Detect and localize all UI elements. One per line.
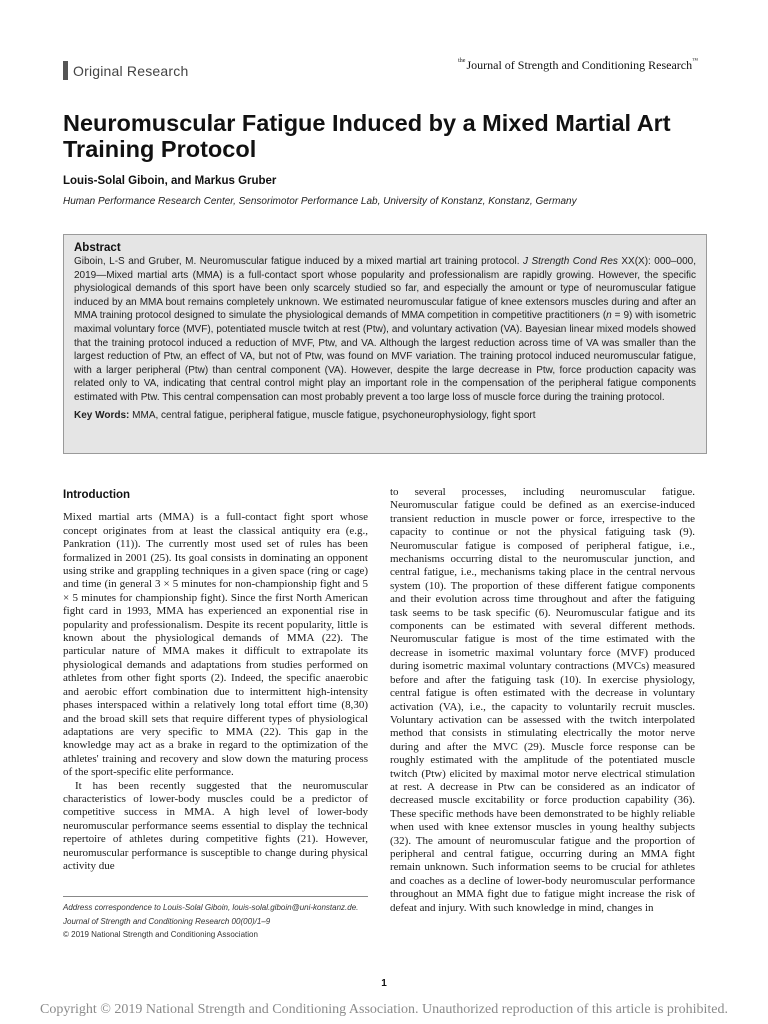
- abstract-body-1: Mixed martial arts (MMA) is a full-contact sport whose popularity and professionalism are rapidly growing. However, the specific physiological demands of this sport have been only scarcely studied so far, and especially the amount or type of neuromuscular fatigue induced by an MMA bout remains completely unknown. We estimated neuromuscular fatigue of knee extensors muscles during and after an MMA training protocol designed to simulate the physiological demands of MMA competition in competitive practitioners (: [74, 269, 696, 322]
- page-number: 1: [381, 978, 387, 989]
- abstract-box: [63, 234, 707, 454]
- article-affiliation: Human Performance Research Center, Sensorimotor Performance Lab, University of Konstanz, Konstanz, Germany: [63, 196, 577, 207]
- keywords-label: Key Words:: [74, 409, 130, 421]
- journal-logo-tm: ™: [692, 58, 698, 64]
- journal-logo-name: Journal of Strength and Conditioning Research: [466, 58, 693, 72]
- keywords-list: MMA, central fatigue, peripheral fatigue, muscle fatigue, psychoneurophysiology, fight sport: [129, 409, 536, 421]
- intro-paragraph-continued: to several processes, including neuromuscular fatigue. Neuromuscular fatigue could be defined as an exercise-induced transient reduction in muscle power or force, irrespective to the capacity to continue or not the physical fatiguing task (9). Neuromuscular fatigue is composed of peripheral fatigue, i.e., mechanisms occurring distal to the neuromuscular junction, and central fatigue, i.e., mechanisms taking place in the central nervous system (10). The proportion of these different fatigue components and their evolution across time throughout and after the fatiguing task seems to be task specific (6). Neuromuscular fatigue and its components can be estimated with several different methods. Neuromuscular fatigue is most of the time estimated with the decrease in isometric maximal voluntary force (MVF) produced during isometric maximal voluntary contractions (MVCs) measured before and after the fatiguing task (10). In exercise physiology, central fatigue is often estimated with the decrease in voluntary activation (VA), i.e., the capacity to voluntarily recruit muscles. Voluntary activation can be assessed with the twitch interpolated method that consists in stimulating electrically the motor nerve during and after the MVC (29). Muscle force response can be roughly estimated with the amplitude of the potentiated muscle twitch (Ptw) elicited by maximal motor nerve electrical stimulation at rest. A decrease in Ptw can be considered as an indicator of decreased muscle excitability or force production capability (36). These specific methods have been demonstrated to be highly reliable when used with knee extensor muscles in young healthy subjects (32). The amount of neuromuscular fatigue and the proportion of peripheral and central fatigue, occurring during an MMA fight remain unknown. Such information seems to be crucial for athletes and coaches as a decline of lower-body neuromuscular performance throughout an MMA fight due to fatigue might increase the risk of defeat and injury. With such knowledge in mind, changes in: [390, 486, 695, 914]
- journal-logo-the: the: [458, 58, 466, 64]
- abstract-citation-pre: Giboin, L-S and Gruber, M. Neuromuscular fatigue induced by a mixed martial art training protocol.: [74, 256, 523, 267]
- section-label-text: Original Research: [73, 62, 189, 79]
- journal-logo: [458, 58, 698, 73]
- section-label: [63, 61, 188, 80]
- association-copyright: © 2019 National Strength and Conditioning Association: [63, 930, 258, 939]
- abstract-body-2: = 9) with isometric maximal voluntary force (MVF), potentiated muscle twitch at rest (Ptw), and voluntary activation (VA). Bayesian linear mixed models showed that the training protocol induced a reduction of MVF, Ptw, and VA. Although the largest reduction across time of VA was smaller than the largest reduction of Ptw, an effect of VA, but not of Ptw, was found on MVF variation. The training protocol induced neuromuscular fatigue, with a larger peripheral (Ptw) than central component (VA). However, despite the large decrease in Ptw, force production capacity was related only to VA, indicating that central control might play an important role in the compensation of the peripheral fatigue components estimated with Ptw. This central compensation can most probably prevent a too large loss of muscle force during the training protocol.: [74, 310, 697, 403]
- intro-paragraph-1: Mixed martial arts (MMA) is a full-contact fight sport whose concept originates from at least the classical antiquity era (e.g., Pankration (11)). The currently most used set of rules has been formalized in 2001 (25). Its goal consists in dominating an opponent using strike and grappling techniques in a given space (ring or cage) and time (in general 3 × 5 minutes for non-championship fight and 5 × 5 minutes for championship fight). Since the first North American fight card in 1993, MMA has experienced an exponential rise in popularity and professionalism. Despite its recent popularity, little is known about the physiological demands of MMA (22). The particular nature of MMA makes it difficult to extrapolate its physiological demands and adaptations from studies performed on athletes from other fight sports (2). Indeed, the specific anaerobic and aerobic effort combination due to intermittent high-intensity phases interspaced within a relatively long total effort time (8,30) and the broad skill sets that require different types of physiological adaptations are very specific to MMA (22). This gap in the knowledge may act as a brake in regard to the optimization of the athletes' training and recovery and slow down the maturing process of the sport-specific elite performance.: [63, 511, 368, 779]
- journal-reference: Journal of Strength and Conditioning Research 00(00)/1–9: [63, 916, 271, 926]
- keywords: [74, 409, 696, 422]
- intro-paragraph-2: It has been recently suggested that the neuromuscular characteristics of lower-body muscles could be a predictor of competitive success in MMA. A high level of lower-body neuromuscular performance seems essential to display the technical repertoire of athletes during competitive fights (21). However, neuromuscular performance is susceptible to change during physical activity due: [63, 779, 368, 872]
- abstract-citation-post: XX(X): 000–000, 2019—: [74, 256, 697, 281]
- correspondence-note: Address correspondence to Louis-Solal Giboin, louis-solal.giboin@uni-konstanz.de.: [63, 903, 359, 912]
- abstract-text: [74, 255, 696, 405]
- abstract-heading: Abstract: [74, 242, 121, 254]
- abstract-citation-journal: J Strength Cond Res: [522, 256, 618, 267]
- body-column-left: [63, 486, 368, 873]
- introduction-heading: Introduction: [63, 489, 131, 501]
- body-column-right: [390, 486, 695, 915]
- copyright-notice: Copyright © 2019 National Strength and Conditioning Association. Unauthorized reproduction of this article is prohibited.: [40, 1002, 728, 1017]
- footnotes: [63, 896, 368, 944]
- article-authors: Louis-Solal Giboin, and Markus Gruber: [63, 175, 277, 187]
- abstract-n-variable: n: [606, 310, 612, 322]
- section-marker-bar: [63, 61, 68, 80]
- article-title: Neuromuscular Fatigue Induced by a Mixed Martial Art Training Protocol: [63, 110, 671, 162]
